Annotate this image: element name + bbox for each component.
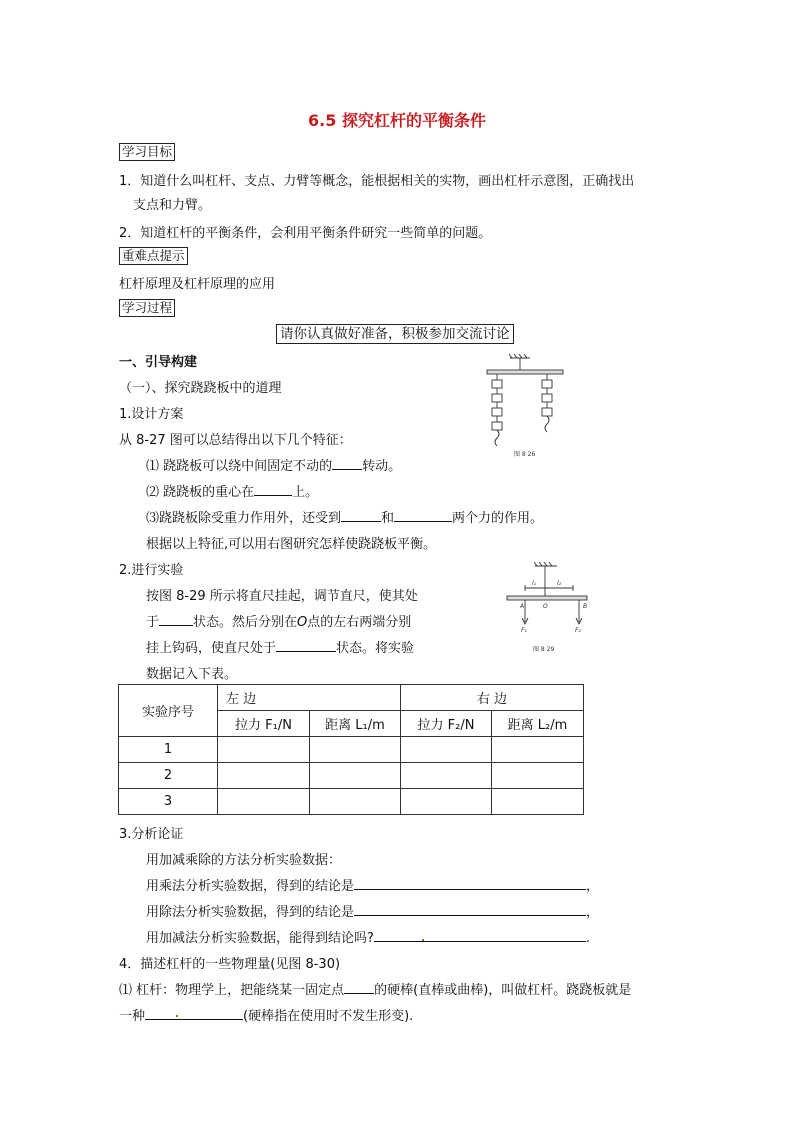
- exp-line-2: 于 状态。然后分别在O点的左右两端分别: [146, 615, 412, 630]
- label-f2: F₂: [575, 627, 581, 634]
- goal-line-2: 2．知道杠杆的平衡条件，会利用平衡条件研究一些简单的问题。: [119, 226, 492, 241]
- f2-header: 拉力 F₂/N: [401, 711, 492, 737]
- section-key-points: 重难点提示: [119, 247, 188, 265]
- blank-state-2[interactable]: [276, 639, 336, 652]
- cell-input[interactable]: [310, 763, 401, 789]
- speck: [176, 1015, 178, 1017]
- speck: [422, 939, 424, 941]
- blank-force-2[interactable]: [394, 509, 452, 522]
- cell-input[interactable]: [218, 737, 310, 763]
- discussion-banner: 请你认真做好准备，积极参加交流讨论: [276, 324, 514, 344]
- experiment-table: [118, 684, 584, 815]
- label-f1: F₁: [521, 627, 527, 634]
- f1-header: 拉力 F₁/N: [218, 711, 310, 737]
- lever-def-line-1: ⑴ 杠杆：物理学上，把能绕某一固定点 的硬棒(直棒或曲棒)，叫做杠杆。跷跷板就是: [119, 983, 632, 998]
- blank-add-result[interactable]: [374, 929, 586, 942]
- col-index-header: 实验序号: [119, 685, 218, 737]
- step3-heading: 3.分析论证: [119, 827, 184, 842]
- blank-center[interactable]: [254, 483, 292, 496]
- l1-header: 距离 L₁/m: [310, 711, 401, 737]
- section-process: 学习过程: [119, 299, 175, 317]
- blank-force-1[interactable]: [341, 509, 381, 522]
- step4-heading: 4．描述杠杆的一些物理量(见图 8-30): [119, 957, 341, 972]
- label-l2: l₂: [557, 580, 562, 587]
- analysis-line-1: 用加减乘除的方法分析实验数据：: [146, 853, 342, 868]
- cell-input[interactable]: [401, 763, 492, 789]
- figure-caption-2: 图 8 29: [533, 646, 555, 653]
- cell-input[interactable]: [218, 763, 310, 789]
- label-b: B: [583, 603, 588, 610]
- table-row: 2: [119, 763, 584, 789]
- l2-header: 距离 L₂/m: [492, 711, 584, 737]
- cell-input[interactable]: [492, 763, 584, 789]
- blank-state-1[interactable]: [159, 613, 193, 626]
- feature-2: ⑵ 跷跷板的重心在 上。: [146, 485, 319, 500]
- analysis-line-2: 用乘法分析实验数据，得到的结论是 ，: [146, 879, 600, 894]
- feature-3: ⑶跷跷板除受重力作用外，还受到 和 两个力的作用。: [146, 511, 544, 526]
- figure-caption-1: 图 8 26: [514, 451, 536, 458]
- lever-def-line-2: 一种 (硬棒指在使用时不发生形变).: [119, 1009, 414, 1024]
- label-o: O: [543, 603, 548, 610]
- left-header: 左 边: [218, 685, 401, 711]
- blank-divide-result[interactable]: [354, 903, 586, 916]
- feature-1: ⑴ 跷跷板可以绕中间固定不动的 转动。: [146, 459, 402, 474]
- cell-input[interactable]: [492, 789, 584, 815]
- figure-8-29: [505, 560, 595, 656]
- figure-8-26: [484, 350, 568, 460]
- exp-line-4: 数据记入下表。: [146, 667, 238, 682]
- blank-rotate[interactable]: [344, 981, 374, 994]
- label-a: A: [520, 603, 525, 610]
- part1-sub: （一）、探究跷跷板中的道理: [119, 381, 282, 396]
- cell-input[interactable]: [310, 789, 401, 815]
- exp-line-1: 按图 8-29 所示将直尺挂起，调节直尺，使其处: [146, 589, 418, 604]
- cell-input[interactable]: [401, 789, 492, 815]
- step1-heading: 1.设计方案: [119, 407, 184, 422]
- part1-heading: 一、引导构建: [119, 355, 198, 370]
- blank-pivot[interactable]: [332, 457, 362, 470]
- blank-multiply-result[interactable]: [354, 877, 586, 890]
- analysis-line-3: 用除法分析实验数据，得到的结论是 ，: [146, 905, 600, 920]
- step1-intro: 从 8-27 图可以总结得出以下几个特征：: [119, 433, 352, 448]
- feature-conclusion: 根据以上特征,可以用右图研究怎样使跷跷板平衡。: [146, 537, 437, 552]
- goal-line-1: 1．知道什么叫杠杆、支点、力臂等概念，能根据相关的实物，画出杠杆示意图，正确找出: [119, 174, 635, 189]
- right-header: 右 边: [401, 685, 584, 711]
- goal-line-1-cont: 支点和力臂。: [133, 198, 212, 213]
- key-points-text: 杠杆原理及杠杆原理的应用: [119, 277, 276, 292]
- cell-input[interactable]: [492, 737, 584, 763]
- table-row: 3: [119, 789, 584, 815]
- cell-input[interactable]: [401, 737, 492, 763]
- section-goals: 学习目标: [119, 143, 175, 161]
- cell-input[interactable]: [218, 789, 310, 815]
- label-l1: l₁: [532, 580, 537, 587]
- cell-input[interactable]: [310, 737, 401, 763]
- page-title: 6.5 探究杠杆的平衡条件: [308, 111, 486, 130]
- analysis-line-4: 用加减法分析实验数据，能得到结论吗? .: [146, 931, 591, 946]
- table-row: 1: [119, 737, 584, 763]
- step2-heading: 2.进行实验: [119, 563, 184, 578]
- blank-lever[interactable]: [145, 1007, 243, 1020]
- exp-line-3: 挂上钩码，使直尺处于 状态。将实验: [146, 641, 415, 656]
